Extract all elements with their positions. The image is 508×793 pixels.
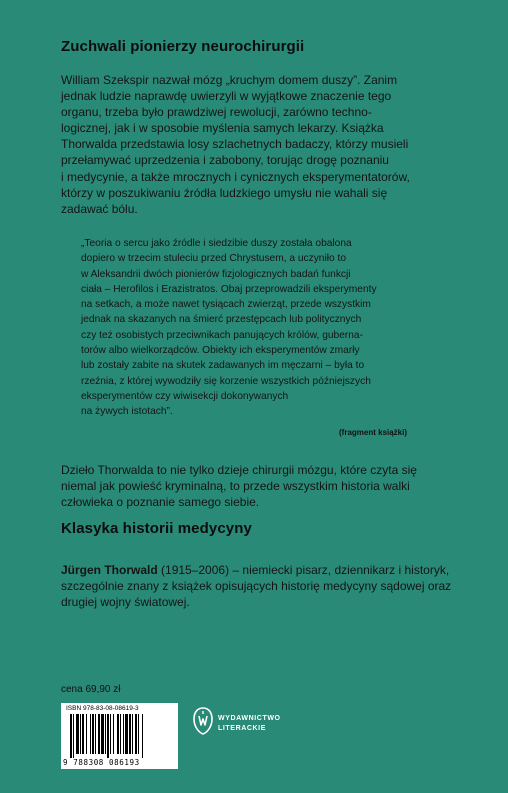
intro-line: organu, trzeba było prawdziwej rewolucji, zarówno techno- [61,105,372,120]
barcode-bar [113,714,114,754]
closing-line: człowieka o poznanie samego siebie. [61,495,260,510]
publisher-emblem-icon [192,706,214,736]
barcode-bar [142,714,143,758]
ean-digits: 9 788308 086193 [63,758,140,767]
publisher-line-2: LITERACKIE [218,725,266,732]
quote-line: na setkach, a może nawet tysiącach zwierząt, przede wszystkim [81,299,371,311]
author-name: Jürgen Thorwald [61,563,158,577]
bio-line-1-text: (1915–2006) – niemiecki pisarz, dziennikarz i historyk, [157,563,450,577]
closing-paragraph [61,462,461,510]
barcode-bar [82,714,84,754]
quote-line: „Teoria o sercu jako źródle i siedzibie duszy została obalona [81,238,352,249]
barcode-bar [70,714,72,758]
quote-line: eksperymentów czy wiwisekcji dokonywanych [81,390,289,402]
closing-line: Dzieło Thorwalda to nie tylko dzieje chirurgii mózgu, które czyta się [61,463,417,477]
quote-line: w Aleksandrii dwóch pionierów fizjologicznych badań funkcji [81,268,351,280]
price-label: cena 69,90 zł [61,684,121,695]
quote-source: (fragment książki) [339,428,408,437]
barcode-bar [132,714,133,754]
barcode-bar [90,714,91,754]
barcode-bar [107,714,109,758]
quote-line: czy też osobistych przeciwnikach panujących królów, guberna- [81,329,363,341]
book-quote [81,236,426,420]
bio-line-2: szczególnie znany z książek opisujących historię medycyny sądowej oraz [61,579,452,594]
quote-line: dopiero w trzecim stuleciu przed Chrystusem, a uczyniło to [81,253,346,265]
section-heading-classic: Klasyka historii medycyny [61,520,252,537]
barcode-bar [117,714,119,754]
quote-line: jednak na skazanych na śmierć przestępcach lub politycznych [81,314,362,326]
intro-line: którzy w poszukiwaniu źródła ludzkiego umysłu nie wahali się [61,185,388,200]
barcode-bar [73,714,74,758]
quote-line: na żywych istotach”. [81,406,173,418]
quote-line: ciała – Herofilos i Erazistratos. Obaj przeprowadzili eksperymenty [81,283,377,295]
barcode-bars [70,714,170,758]
barcode-bar [135,714,137,754]
barcode-bar [138,714,139,754]
barcode-bar [129,714,131,754]
intro-line: William Szekspir nazwał mózg „kruchym domem duszy”. Zanim [61,73,398,87]
isbn-text: ISBN 978-83-08-08619-3 [66,705,139,712]
quote-line: rzeźnia, z której wywodziły się korzenie wszystkich późniejszych [81,375,371,387]
intro-line: jednak ludzie naprawdę uwierzyli w wyjątkowe znaczenie tego [61,89,392,104]
barcode-bar [110,714,111,754]
publisher-line-1: WYDAWNICTWO [218,715,281,722]
bio-line-3: drugiej wojny światowej. [61,595,190,610]
intro-line: zadawać bólu. [61,201,138,216]
section-heading-pioneers: Zuchwali pionierzy neurochirurgii [61,38,305,55]
barcode-bar [125,714,128,754]
barcode-bar [95,714,96,754]
barcode-bar [98,714,100,754]
publisher-name [218,714,281,734]
intro-line: przełamywać uprzedzenia i zabobony, torując drogę poznaniu [61,153,389,168]
barcode-bar [86,714,87,754]
barcode-bar [76,714,79,754]
intro-line: Thorwalda przedstawia losy szlachetnych badaczy, którzy musieli [61,137,409,152]
barcode-bar [105,714,106,754]
barcode-bar [120,714,121,754]
barcode-bar [92,714,94,754]
quote-line: lub zostały zabite na skutek zadawanych im męczarni – była to [81,360,365,372]
barcode-bar [80,714,81,754]
barcode-bar [123,714,124,754]
quote-line: torów albo wielkorządców. Obiekty ich eksperymentów zmarły [81,345,360,357]
intro-line: i medycynie, a także mrocznych i cynicznych eksperymentatorów, [61,169,410,184]
intro-line: logicznej, jak i w sposobie myślenia samych lekarzy. Książka [61,121,384,136]
bio-line-1 [61,562,461,578]
barcode-bar [101,714,104,754]
author-bio [61,562,461,610]
closing-line: niemal jak powieść kryminalną, to przede wszystkim historia walki [61,479,410,494]
intro-paragraph [61,72,461,217]
isbn-barcode [61,703,178,769]
